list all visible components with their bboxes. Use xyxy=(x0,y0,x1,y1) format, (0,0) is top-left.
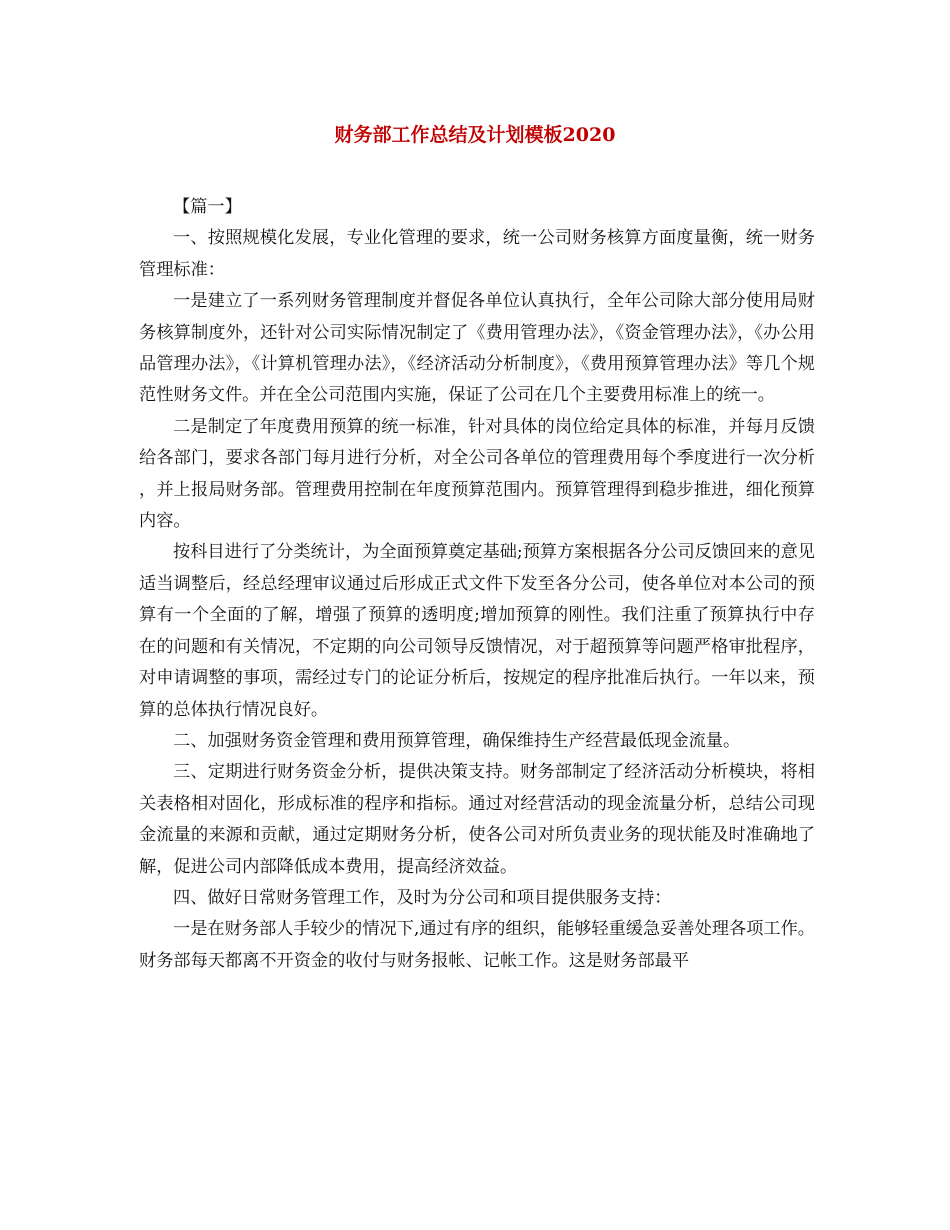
paragraph: 一是在财务部人手较少的情况下,通过有序的组织，能够轻重缓急妥善处理各项工作。财务部每天都离不开资金的收付与财务报帐、记帐工作。这是财务部最平 xyxy=(139,919,815,971)
paragraph: 二、加强财务资金管理和费用预算管理，确保维持生产经营最低现金流量。 xyxy=(173,730,741,751)
section-label: 【篇一】 xyxy=(173,197,242,217)
paragraph: 按科目进行了分类统计，为全面预算奠定基础;预算方案根据各分公司反馈回来的意见适当调整后，经总经理审议通过后形成正式文件下发至各分公司，使各单位对本公司的预算有一个全面的了解，增强了预算的透明度;增加预算的刚性。我们注重了预算执行中存在的问题和有关情况，不定期的向公司领导反馈情况，对于超预算等问题严格审批程序，对申请调整的事项，需经过专门的论证分析后，按规定的程序批准后执行。一年以来，预算的总体执行情况良好。 xyxy=(139,542,815,720)
paragraph: 一、按照规模化发展，专业化管理的要求，统一公司财务核算方面度量衡，统一财务管理标准： xyxy=(139,228,815,280)
paragraph: 二是制定了年度费用预算的统一标准，针对具体的岗位给定具体的标准，并每月反馈给各部门，要求各部门每月进行分析，对全公司各单位的管理费用每个季度进行一次分析，并上报局财务部。管理费用控制在年度预算范围内。预算管理得到稳步推进，细化预算内容。 xyxy=(139,416,815,532)
paragraph: 一是建立了一系列财务管理制度并督促各单位认真执行，全年公司除大部分使用局财务核算制度外，还针对公司实际情况制定了《费用管理办法》，《资金管理办法》，《办公用品管理办法》，《计算机管理办法》，《经济活动分析制度》，《费用预算管理办法》等几个规范性财务文件。并在全公司范围内实施，保证了公司在几个主要费用标准上的统一。 xyxy=(139,291,815,406)
paragraph: 四、做好日常财务管理工作，及时为分公司和项目提供服务支持： xyxy=(173,887,672,908)
document-title: 财务部工作总结及计划模板2020 xyxy=(334,124,616,146)
paragraph: 三、定期进行财务资金分析，提供决策支持。财务部制定了经济活动分析模块，将相关表格相对固化，形成标准的程序和指标。通过对经营活动的现金流量分析，总结公司现金流量的来源和贡献，通过定期财务分析，使各公司对所负责业务的现状能及时准确地了解，促进公司内部降低成本费用，提高经济效益。 xyxy=(139,762,815,877)
document-body xyxy=(139,192,815,977)
